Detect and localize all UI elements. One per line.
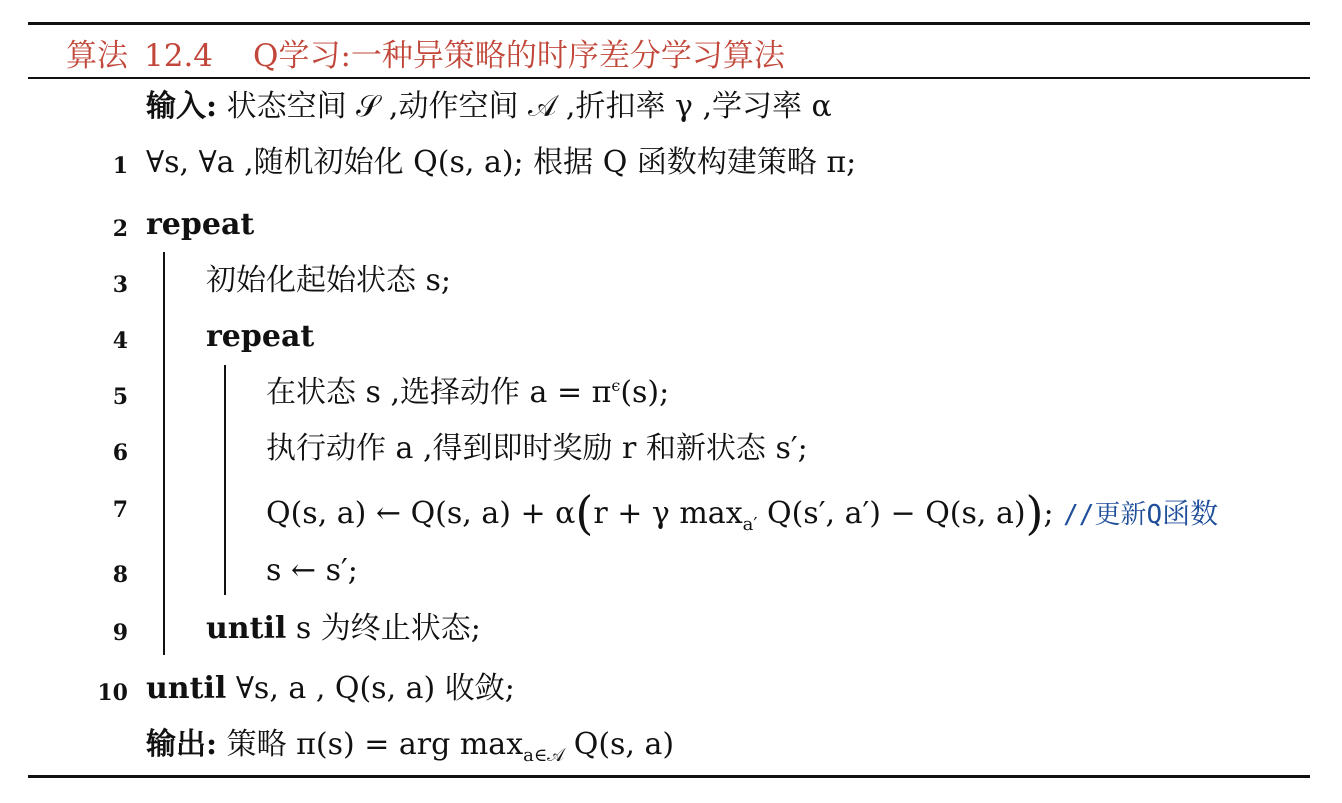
output-text-a: 策略 π(s) = arg max [226,727,524,762]
right-paren: ) [1025,486,1044,540]
line-2-repeat: repeat [146,207,255,242]
line-number-7: 7 [112,497,128,523]
line-6: 执行动作 a ,得到即时奖励 r 和新状态 s′; [266,431,808,466]
left-paren: ( [575,486,594,540]
outer-loop-bar [163,252,165,655]
line-number-9: 9 [112,620,128,646]
caption-number: 12.4 [144,38,214,74]
output-text-b: Q(s, a) [564,727,675,762]
line-7-mid: r + γ max [593,496,743,531]
line-number-3: 3 [112,272,128,298]
caption-title: Q学习:一种异策略的时序差分学习算法 [253,38,785,74]
line-5 [266,375,670,410]
line-7-comment-q: Q [1146,500,1163,530]
line-number-6: 6 [112,440,128,466]
caption-rule [28,77,1310,79]
input-label: 输入: [146,89,218,124]
line-10-until: until [146,671,227,706]
line-10-text: ∀s, a , Q(s, a) 收敛; [226,671,515,706]
line-1: ∀s, ∀a ,随机初始化 Q(s, a); 根据 Q 函数构建策略 π; [146,145,857,180]
inner-loop-bar [224,365,226,595]
bottom-rule [28,775,1310,778]
input-line [146,89,832,124]
line-4-repeat: repeat [206,319,315,354]
line-8: s ← s′; [266,553,358,588]
line-number-5: 5 [112,384,128,410]
line-number-8: 8 [112,562,128,588]
line-5-text: 在状态 s ,选择动作 a = π [266,375,612,410]
output-line [146,727,675,766]
line-7-comment-tail: 函数 [1162,497,1219,530]
line-number-4: 4 [112,328,128,354]
line-5-tail: (s); [620,375,670,410]
top-rule [28,22,1310,25]
output-label: 输出: [146,727,218,762]
line-number-2: 2 [112,216,128,242]
output-sub: a∈𝒜 [523,745,565,766]
caption-label: 算法 [66,38,128,74]
line-10 [146,671,515,706]
line-3: 初始化起始状态 s; [206,263,452,298]
algorithm-caption [66,30,785,75]
line-9 [206,611,481,646]
line-5-epsilon: ϵ [611,376,621,395]
line-7-rhs: Q(s′, a′) − Q(s, a) [767,496,1026,531]
line-9-until: until [206,611,287,646]
input-text: 状态空间 𝒮 ,动作空间 𝒜 ,折扣率 γ ,学习率 α [226,89,832,124]
line-7: Q(s, a) ← Q(s, a) + α(r + γ $\max_{a'} Q(s'$, a′) − Q(s, a)); //更新Q函数 [266,486,1219,540]
line-7-comment: //更新 [1063,500,1147,530]
line-7-lhs: Q(s, a) ← Q(s, a) + α [266,496,576,531]
line-9-text: s 为终止状态; [286,611,481,646]
line-7-sub: a′ [742,514,758,535]
line-number-1: 1 [112,153,128,179]
line-number-10: 10 [97,680,128,706]
